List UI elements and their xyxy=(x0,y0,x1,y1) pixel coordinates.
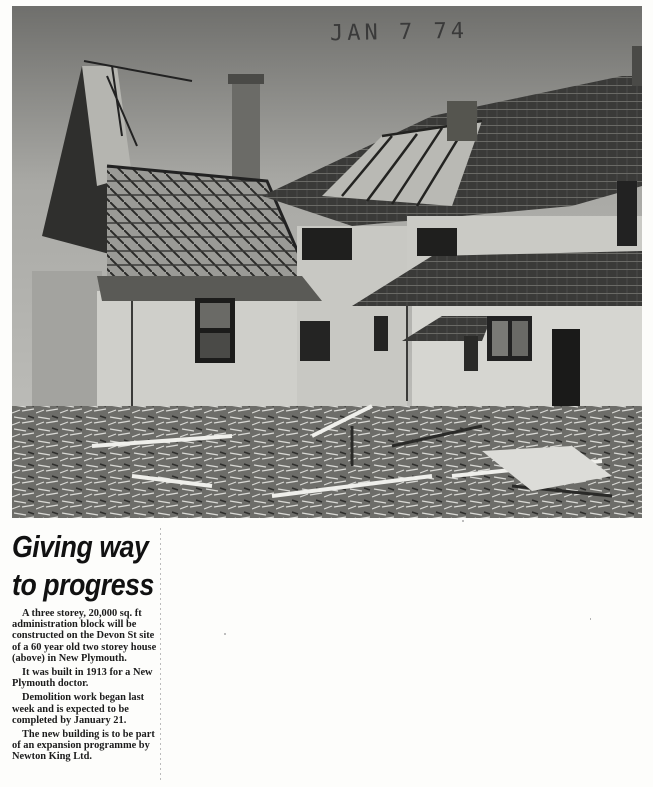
headline xyxy=(12,528,163,604)
photo-illustration xyxy=(12,6,642,518)
headline-line-1: Giving way xyxy=(12,529,149,564)
headline-line-2: to progress xyxy=(12,567,154,602)
article-paragraph: The new building is to be part of an expansion programme by Newton King Ltd. xyxy=(12,729,155,763)
column-divider xyxy=(160,528,161,783)
article-paragraph: Demolition work began last week and is expected to be completed by January 21. xyxy=(12,692,145,726)
print-speck xyxy=(224,633,226,635)
article-paragraph: It was built in 1913 for a New Plymouth doctor. xyxy=(12,667,153,690)
print-speck xyxy=(462,520,464,522)
house-demolition-photo xyxy=(12,6,642,518)
article-body xyxy=(12,608,160,763)
news-article xyxy=(12,528,160,787)
print-speck xyxy=(590,618,591,620)
date-stamp: JAN 7 74 xyxy=(329,18,469,47)
article-paragraph: A three storey, 20,000 sq. ft administration block will be constructed on the Devon St site of a 60 year old two storey house (above) in New Plymouth. xyxy=(12,608,157,664)
